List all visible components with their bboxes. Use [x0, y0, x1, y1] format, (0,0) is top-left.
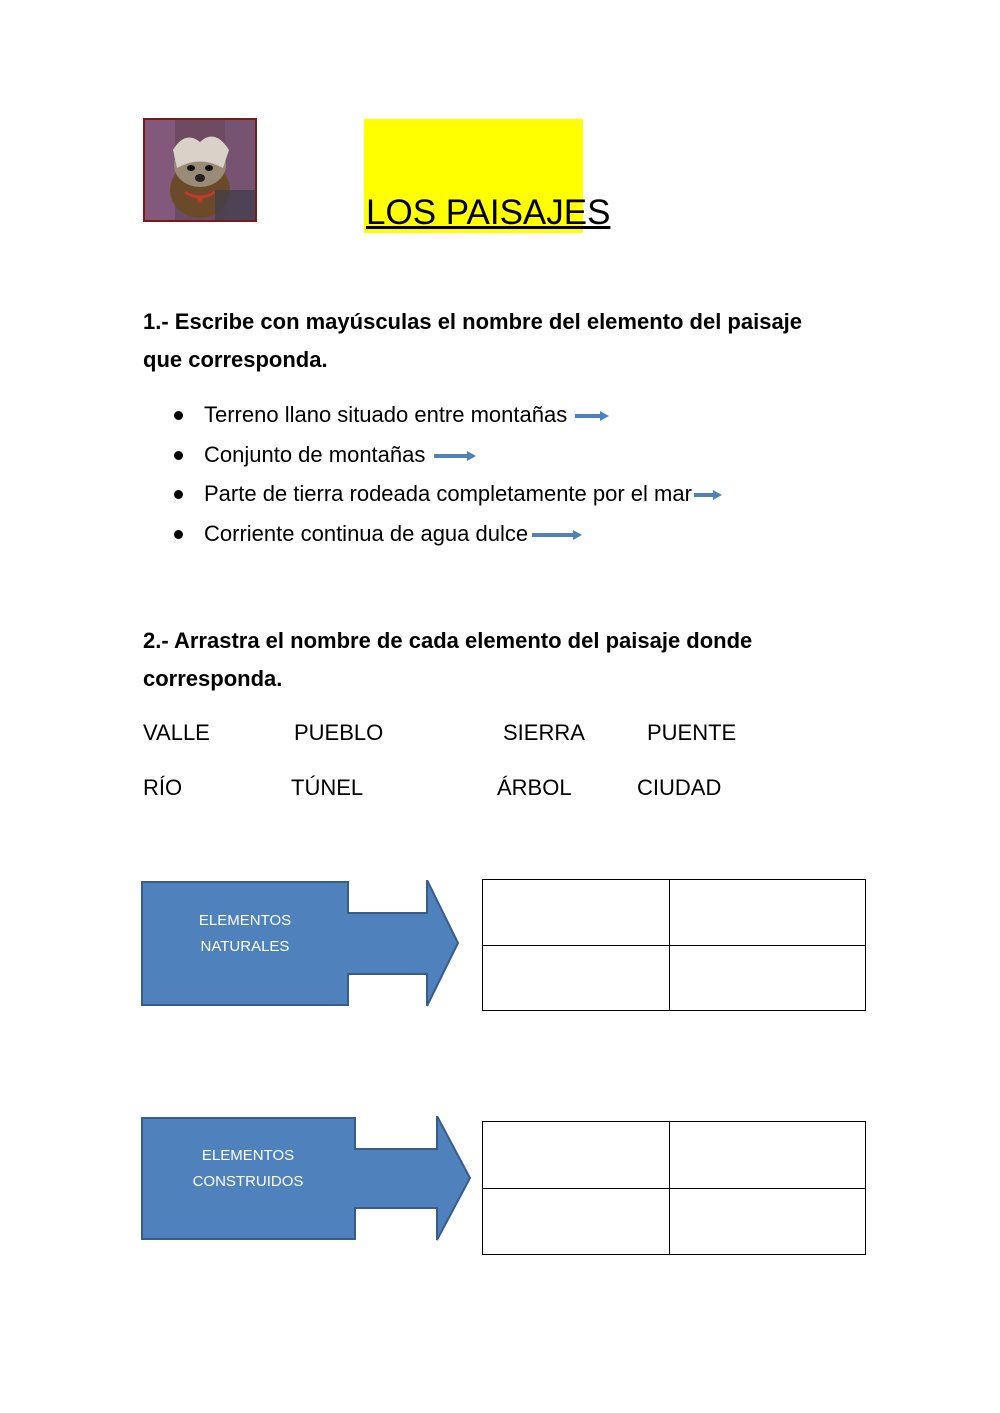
group-label-line2: CONSTRUIDOS	[192, 1173, 304, 1190]
natural-elements-label	[140, 880, 462, 1008]
drop-zone-cell[interactable]	[483, 1188, 670, 1255]
drop-zone-cell[interactable]	[670, 945, 866, 1011]
right-arrow-icon	[575, 411, 609, 421]
list-item	[172, 396, 872, 436]
dog-illustration	[145, 120, 255, 220]
word-ciudad[interactable]: CIUDAD	[637, 775, 722, 800]
list-item-text: Corriente continua de agua dulce	[204, 520, 529, 546]
natural-elements-text	[174, 908, 316, 960]
drop-zone-cell[interactable]	[483, 1122, 670, 1189]
built-elements-drop-grid	[482, 1121, 866, 1255]
page-title: LOS PAISAJES	[366, 193, 611, 232]
word-sierra[interactable]: SIERRA	[503, 720, 585, 745]
bullet-dot-icon	[174, 411, 183, 420]
list-item	[172, 515, 872, 555]
drop-zone-cell[interactable]	[483, 945, 670, 1011]
natural-elements-drop-grid	[482, 879, 866, 1011]
right-arrow-icon	[532, 530, 582, 540]
drop-zone-cell[interactable]	[483, 880, 670, 946]
exercise2-heading-line2: corresponda.	[143, 666, 283, 691]
exercise1-heading	[143, 303, 863, 379]
list-item-text: Parte de tierra rodeada completamente por el mar	[204, 481, 692, 506]
right-arrow-icon	[434, 451, 476, 461]
word-rio[interactable]: RÍO	[143, 775, 183, 800]
word-puente[interactable]: PUENTE	[647, 720, 737, 745]
dog-photo	[143, 118, 257, 222]
exercise1-heading-line2: que corresponda.	[143, 347, 328, 372]
drop-zone-cell[interactable]	[670, 1122, 866, 1189]
exercise2-heading-line1: 2.- Arrastra el nombre de cada elemento del paisaje donde	[143, 628, 753, 653]
word-valle[interactable]: VALLE	[143, 720, 210, 745]
list-item-text: Conjunto de montañas	[204, 441, 426, 467]
exercise1-heading-line1: 1.- Escribe con mayúsculas el nombre del elemento del paisaje	[143, 309, 803, 334]
built-elements-label	[140, 1116, 474, 1244]
drop-zone-cell[interactable]	[670, 880, 866, 946]
list-item	[172, 475, 872, 515]
word-pueblo[interactable]: PUEBLO	[294, 720, 384, 745]
right-arrow-icon	[694, 490, 722, 500]
word-tunel[interactable]: TÚNEL	[291, 775, 364, 800]
bullet-dot-icon	[174, 530, 183, 539]
group-label-line1: ELEMENTOS	[198, 912, 292, 929]
exercise2-heading	[143, 622, 863, 698]
group-label-line2: NATURALES	[200, 938, 290, 955]
title-highlight	[364, 119, 611, 233]
drop-zone-cell[interactable]	[670, 1188, 866, 1255]
built-elements-text	[174, 1143, 322, 1195]
bullet-dot-icon	[174, 490, 183, 499]
list-item-text: Terreno llano situado entre montañas	[204, 402, 568, 427]
bullet-dot-icon	[174, 451, 183, 460]
exercise1-list	[172, 396, 872, 554]
word-arbol[interactable]: ÁRBOL	[497, 775, 572, 800]
list-item	[172, 436, 872, 476]
group-label-line1: ELEMENTOS	[201, 1147, 295, 1164]
